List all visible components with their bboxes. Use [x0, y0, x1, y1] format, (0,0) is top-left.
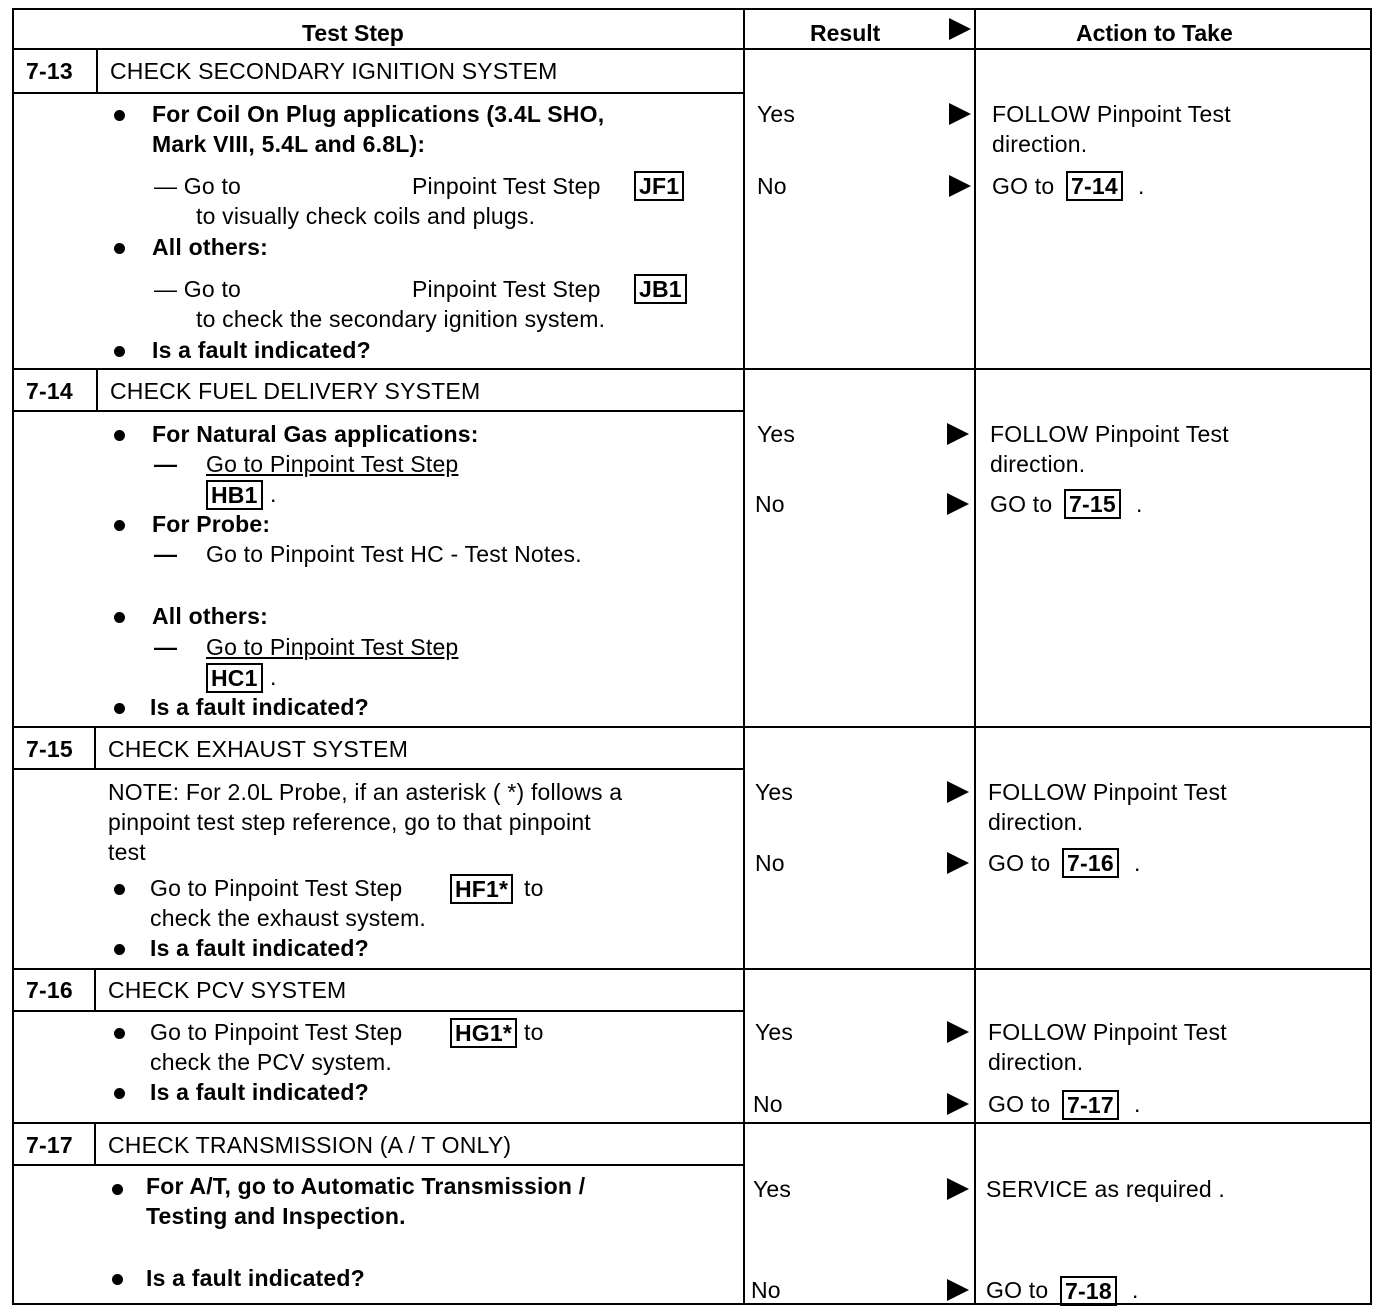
- note-text: test: [108, 839, 146, 865]
- arrow-right-icon: [949, 103, 971, 125]
- question-text: Is a fault indicated?: [152, 337, 371, 363]
- arrow-right-icon: [947, 852, 969, 874]
- arrow-right-icon: [947, 781, 969, 803]
- sub-instruction: — Go to: [154, 276, 242, 302]
- action-text: GO to: [988, 850, 1051, 876]
- result-no: No: [755, 491, 785, 517]
- step-number-divider: [94, 968, 96, 1010]
- action-text: GO to: [992, 173, 1055, 199]
- bullet-icon: [114, 243, 125, 254]
- sub-instruction: — Go to: [154, 173, 242, 199]
- bullet-icon: [114, 703, 125, 714]
- row-divider: [14, 726, 1370, 728]
- step-link[interactable]: 7-14: [1066, 171, 1123, 201]
- bullet-icon: [114, 1028, 125, 1039]
- step-title: CHECK SECONDARY IGNITION SYSTEM: [110, 58, 558, 84]
- step-title: CHECK EXHAUST SYSTEM: [108, 736, 409, 762]
- step-number-divider: [96, 368, 98, 410]
- instruction-text: All others:: [152, 234, 268, 260]
- bullet-icon: [114, 944, 125, 955]
- punctuation: .: [1134, 850, 1141, 876]
- step-reference[interactable]: HF1*: [450, 874, 513, 904]
- action-text: GO to: [988, 1091, 1051, 1117]
- arrow-right-icon: [949, 18, 971, 40]
- step-number: 7-15: [26, 736, 73, 762]
- sub-instruction: Pinpoint Test Step: [412, 276, 601, 302]
- result-no: No: [757, 173, 787, 199]
- instruction-text: Go to Pinpoint Test Step: [150, 1019, 403, 1045]
- header-divider: [14, 48, 1370, 50]
- step-number-divider: [96, 48, 98, 92]
- step-link[interactable]: 7-16: [1062, 848, 1119, 878]
- bullet-icon: [112, 1184, 123, 1195]
- result-no: No: [753, 1091, 783, 1117]
- note-text: pinpoint test step reference, go to that pinpoint: [108, 809, 591, 835]
- step-title: CHECK PCV SYSTEM: [108, 977, 347, 1003]
- sub-instruction: Pinpoint Test Step: [412, 173, 601, 199]
- question-text: Is a fault indicated?: [150, 694, 369, 720]
- result-no: No: [751, 1277, 781, 1303]
- step-title-divider: [14, 1164, 743, 1166]
- sub-instruction: Go to Pinpoint Test Step: [206, 451, 459, 477]
- result-yes: Yes: [755, 1019, 794, 1045]
- step-link[interactable]: 7-18: [1060, 1276, 1117, 1306]
- header-test-step: Test Step: [302, 20, 404, 46]
- arrow-right-icon: [947, 1178, 969, 1200]
- row-divider: [14, 368, 1370, 370]
- sub-instruction: Go to Pinpoint Test Step: [206, 634, 459, 660]
- result-no: No: [755, 850, 785, 876]
- row-divider: [14, 968, 1370, 970]
- col-divider-action: [974, 10, 976, 1303]
- step-reference[interactable]: HB1: [206, 480, 263, 510]
- step-title-divider: [14, 1010, 743, 1012]
- instruction-text: For Probe:: [152, 511, 271, 537]
- bullet-icon: [114, 612, 125, 623]
- bullet-icon: [114, 110, 125, 121]
- arrow-right-icon: [949, 175, 971, 197]
- sub-instruction: to visually check coils and plugs.: [196, 203, 536, 229]
- step-number: 7-17: [26, 1132, 73, 1158]
- action-text: FOLLOW Pinpoint Test: [990, 421, 1229, 447]
- action-text: GO to: [990, 491, 1053, 517]
- arrow-right-icon: [947, 1093, 969, 1115]
- bullet-icon: [114, 430, 125, 441]
- step-title-divider: [14, 92, 743, 94]
- step-link[interactable]: 7-15: [1064, 489, 1121, 519]
- result-yes: Yes: [757, 421, 796, 447]
- step-number: 7-13: [26, 58, 73, 84]
- step-link[interactable]: 7-17: [1062, 1090, 1119, 1120]
- bullet-icon: [114, 346, 125, 357]
- question-text: Is a fault indicated?: [146, 1265, 365, 1291]
- action-text: direction.: [988, 1049, 1084, 1075]
- sub-instruction: Go to Pinpoint Test HC - Test Notes.: [206, 541, 582, 567]
- instruction-text: check the PCV system.: [150, 1049, 392, 1075]
- step-title-divider: [14, 768, 743, 770]
- action-text: direction.: [988, 809, 1084, 835]
- instruction-text: All others:: [152, 603, 268, 629]
- row-divider: [14, 1122, 1370, 1124]
- instruction-text: Mark VIII, 5.4L and 6.8L):: [152, 131, 426, 157]
- result-yes: Yes: [755, 779, 794, 805]
- step-number: 7-16: [26, 977, 73, 1003]
- arrow-right-icon: [947, 1279, 969, 1301]
- step-title-divider: [14, 410, 743, 412]
- bullet-icon: [114, 884, 125, 895]
- instruction-text: For Natural Gas applications:: [152, 421, 479, 447]
- instruction-text: For A/T, go to Automatic Transmission /: [146, 1173, 586, 1199]
- diagnostic-table: [12, 8, 1372, 1305]
- instruction-text: to: [524, 1019, 544, 1045]
- step-reference[interactable]: JB1: [634, 274, 687, 304]
- punctuation: .: [1132, 1277, 1139, 1303]
- arrow-right-icon: [947, 493, 969, 515]
- dash: —: [154, 451, 178, 477]
- action-text: FOLLOW Pinpoint Test: [988, 779, 1227, 805]
- action-text: SERVICE as required .: [986, 1176, 1225, 1202]
- punctuation: .: [1138, 173, 1145, 199]
- note-text: NOTE: For 2.0L Probe, if an asterisk ( *) follows a: [108, 779, 623, 805]
- bullet-icon: [114, 1088, 125, 1099]
- header-result: Result: [810, 20, 881, 46]
- instruction-text: check the exhaust system.: [150, 905, 427, 931]
- question-text: Is a fault indicated?: [150, 1079, 369, 1105]
- action-text: direction.: [990, 451, 1086, 477]
- action-text: GO to: [986, 1277, 1049, 1303]
- col-divider-result: [743, 10, 745, 1303]
- arrow-right-icon: [947, 1021, 969, 1043]
- bullet-icon: [112, 1274, 123, 1285]
- result-yes: Yes: [753, 1176, 792, 1202]
- dash: —: [154, 634, 178, 660]
- step-reference[interactable]: JF1: [634, 171, 684, 201]
- instruction-text: Go to Pinpoint Test Step: [150, 875, 403, 901]
- step-number-divider: [94, 1122, 96, 1164]
- question-text: Is a fault indicated?: [150, 935, 369, 961]
- arrow-right-icon: [947, 423, 969, 445]
- result-yes: Yes: [757, 101, 796, 127]
- punctuation: .: [1136, 491, 1143, 517]
- instruction-text: Testing and Inspection.: [146, 1203, 406, 1229]
- instruction-text: to: [524, 875, 544, 901]
- dash: —: [154, 541, 178, 567]
- step-reference[interactable]: HC1: [206, 663, 263, 693]
- step-number: 7-14: [26, 378, 73, 404]
- punctuation: .: [270, 664, 277, 690]
- bullet-icon: [114, 520, 125, 531]
- sub-instruction: to check the secondary ignition system.: [196, 306, 606, 332]
- action-text: FOLLOW Pinpoint Test: [992, 101, 1231, 127]
- step-title: CHECK FUEL DELIVERY SYSTEM: [110, 378, 481, 404]
- action-text: FOLLOW Pinpoint Test: [988, 1019, 1227, 1045]
- step-reference[interactable]: HG1*: [450, 1018, 517, 1048]
- action-text: direction.: [992, 131, 1088, 157]
- punctuation: .: [1134, 1091, 1141, 1117]
- step-number-divider: [94, 726, 96, 768]
- step-title: CHECK TRANSMISSION (A / T ONLY): [108, 1132, 512, 1158]
- instruction-text: For Coil On Plug applications (3.4L SHO,: [152, 101, 605, 127]
- punctuation: .: [270, 481, 277, 507]
- header-action: Action to Take: [1076, 20, 1233, 46]
